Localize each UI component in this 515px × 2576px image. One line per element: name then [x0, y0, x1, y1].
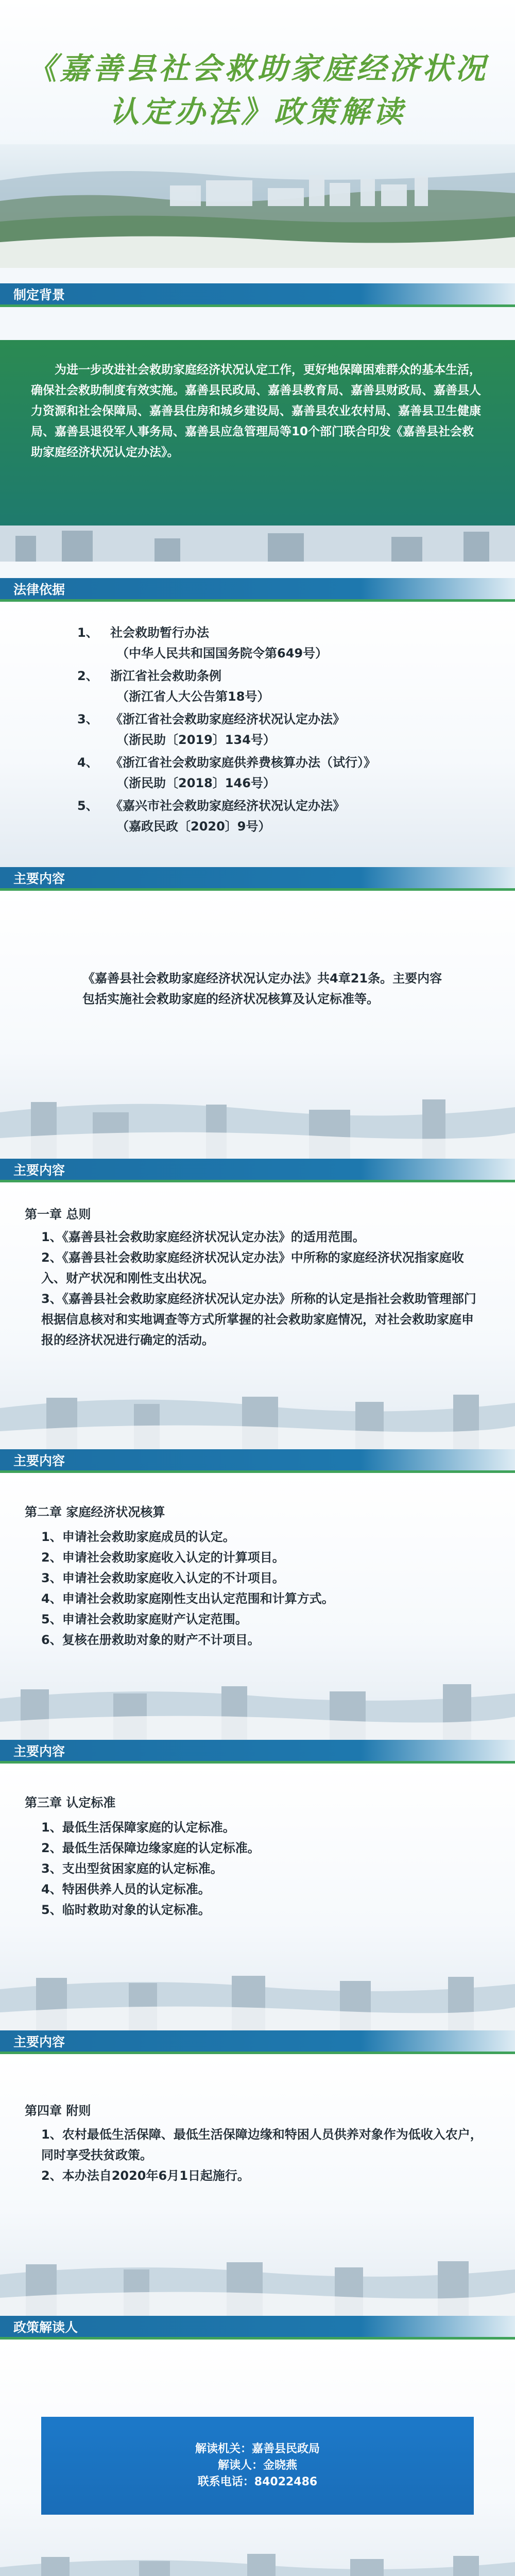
list-item: 6、复核在册救助对象的财产不计项目。	[41, 1633, 260, 1647]
section-title: 主要内容	[13, 1453, 65, 1468]
section-header-main-chapter3	[0, 1740, 515, 1764]
section-title: 主要内容	[13, 1163, 65, 1178]
skyline-decoration	[0, 2239, 515, 2316]
section-header-legal	[0, 578, 515, 602]
list-item: 3、申请社会救助家庭收入认定的不计项目。	[41, 1571, 285, 1585]
chapter3-title: 第三章 认定标准	[25, 1795, 116, 1810]
page-title-line1: 《嘉善县社会救助家庭经济状况	[26, 51, 488, 86]
section-title: 主要内容	[13, 2035, 65, 2049]
law-item: 5、 《嘉兴市社会救助家庭经济状况认定办法》 （嘉政民政〔2020〕9号）	[77, 799, 345, 834]
page-title-line2: 认定办法》政策解读	[109, 94, 406, 129]
list-item: 1、农村最低生活保障、最低生活保障边缘和特困人员供养对象作为低收入农户，同时享受扶贫政策。	[41, 2127, 483, 2162]
chapter4-panel	[0, 2054, 515, 2316]
hero-banner	[0, 0, 515, 268]
background-box	[0, 340, 515, 531]
law-item: 3、 《浙江省社会救助家庭经济状况认定办法》 （浙民助〔2019〕134号）	[77, 712, 345, 747]
skyline-decoration	[0, 1663, 515, 1740]
skyline-decoration	[0, 1081, 515, 1159]
list-item: 4、特困供养人员的认定标准。	[41, 1882, 211, 1896]
section-title: 制定背景	[13, 287, 65, 302]
chapter2-items	[41, 1527, 484, 1650]
interpreter-box	[41, 2417, 474, 2515]
chapter1-panel	[0, 1182, 515, 1449]
section-header-interpretation	[0, 2316, 515, 2340]
law-item: 1、 社会救助暂行办法 （中华人民共和国国务院令第649号）	[77, 625, 328, 660]
section-title: 主要内容	[13, 1744, 65, 1759]
overview-text: 《嘉善县社会救助家庭经济状况认定办法》共4章21条。主要内容包括实施社会救助家庭的经济状况核算及认定标准等。	[82, 971, 442, 1006]
law-item: 4、 《浙江省社会救助家庭供养费核算办法（试行）》 （浙民助〔2018〕146号）	[77, 755, 376, 790]
list-item: 1、《嘉善县社会救助家庭经济状况认定办法》的适用范围。	[41, 1230, 365, 1244]
section-header-main-chapter1	[0, 1159, 515, 1182]
background-text: 为进一步改进社会救助家庭经济状况认定工作，更好地保障困难群众的基本生活，确保社会救助制度有效实施。嘉善县民政局、嘉善县教育局、嘉善县财政局、嘉善县人力资源和社会保障局、嘉善县住房和城乡建设局、嘉善县农业农村局、嘉善县卫生健康局、嘉善县退役军人事务局、嘉善县应急管理局等10个部门联合印发《嘉善县社会救助家庭经济状况认定办法》。	[31, 363, 481, 459]
chapter1-title: 第一章 总则	[25, 1207, 91, 1222]
list-item: 1、最低生活保障家庭的认定标准。	[41, 1820, 235, 1835]
chapter4-items	[41, 2124, 484, 2186]
list-item: 5、申请社会救助家庭财产认定范围。	[41, 1612, 248, 1626]
city-aerial-illustration	[0, 144, 515, 268]
list-item: 5、临时救助对象的认定标准。	[41, 1903, 211, 1917]
list-item: 2、最低生活保障边缘家庭的认定标准。	[41, 1841, 260, 1855]
list-item: 2、申请社会救助家庭收入认定的计算项目。	[41, 1550, 285, 1565]
overview-panel	[0, 891, 515, 1159]
skyline-decoration	[0, 1953, 515, 2030]
section-header-main-overview	[0, 867, 515, 891]
chapter3-panel	[0, 1764, 515, 2030]
interpreter-phone: 联系电话：84022486	[197, 2476, 318, 2488]
section-title: 法律依据	[13, 582, 65, 597]
legal-panel	[0, 602, 515, 867]
interpretation-panel	[0, 2340, 515, 2576]
skyline-decoration	[0, 2531, 515, 2576]
list-item: 1、申请社会救助家庭成员的认定。	[41, 1530, 235, 1544]
chapter2-title: 第二章 家庭经济状况核算	[25, 1505, 165, 1519]
chapter3-items	[41, 1817, 484, 1920]
interpreter-person: 解读人：金晓燕	[217, 2459, 297, 2472]
section-header-background	[0, 283, 515, 307]
skyline-decoration	[0, 1372, 515, 1449]
list-item: 2、本办法自2020年6月1日起施行。	[41, 2168, 250, 2183]
chapter4-title: 第四章 附则	[25, 2104, 91, 2118]
section-title: 政策解读人	[13, 2320, 78, 2335]
list-item: 2、《嘉善县社会救助家庭经济状况认定办法》中所称的家庭经济状况指家庭收入、财产状况和刚性支出状况。	[41, 1250, 464, 1285]
section-title: 主要内容	[13, 871, 65, 886]
list-item: 4、申请社会救助家庭刚性支出认定范围和计算方式。	[41, 1591, 334, 1606]
section-header-main-chapter2	[0, 1449, 515, 1473]
skyline-decoration	[0, 526, 515, 562]
law-list	[77, 622, 469, 839]
background-panel	[0, 340, 515, 562]
chapter1-items	[41, 1227, 484, 1350]
chapter2-panel	[0, 1473, 515, 1740]
section-header-main-chapter4	[0, 2030, 515, 2054]
list-item: 3、《嘉善县社会救助家庭经济状况认定办法》所称的认定是指社会救助管理部门根据信息核对和实地调查等方式所掌握的社会救助家庭情况，对社会救助家庭申报的经济状况进行确定的活动。	[41, 1292, 476, 1347]
list-item: 3、支出型贫困家庭的认定标准。	[41, 1861, 223, 1876]
interpreter-org: 解读机关：嘉善县民政局	[195, 2443, 320, 2455]
law-item: 2、 浙江省社会救助条例 （浙江省人大公告第18号）	[77, 669, 270, 704]
